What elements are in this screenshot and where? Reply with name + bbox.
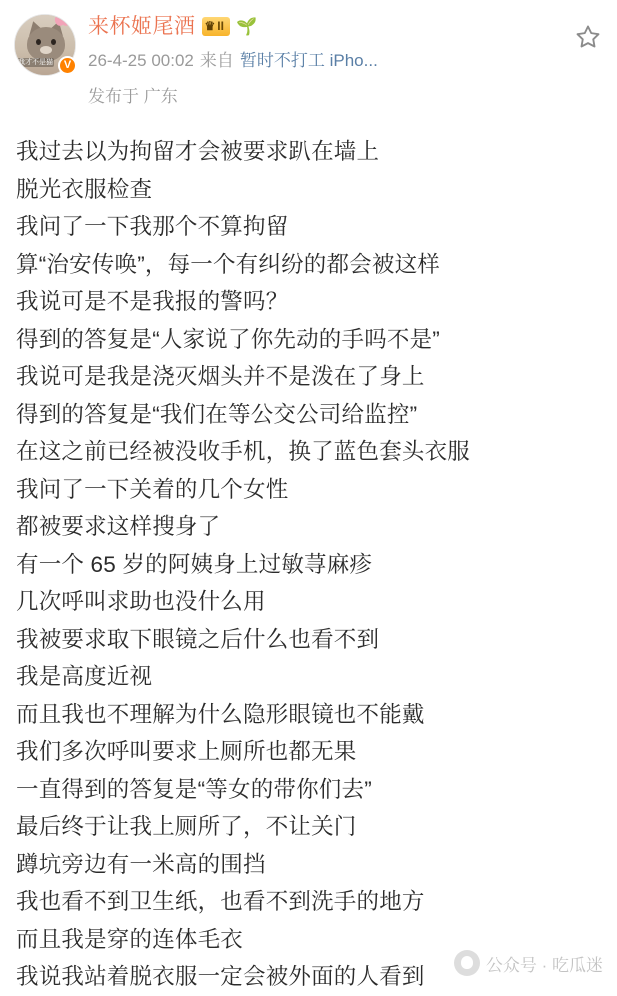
post-line: 我问了一下关着的几个女性 xyxy=(16,476,289,502)
post-timestamp: 26-4-25 00:02 xyxy=(88,51,194,70)
author-name[interactable]: 来杯姬尾酒 xyxy=(88,15,196,38)
watermark-text: 公众号 · 吃瓜迷 xyxy=(485,955,603,975)
post-line: 得到的答复是“人家说了你先动的手吗不是” xyxy=(16,326,440,352)
post-line: 我说我站着脱衣服一定会被外面的人看到 xyxy=(16,964,425,989)
verified-badge-icon[interactable]: V xyxy=(58,56,77,75)
post-meta xyxy=(88,12,603,107)
post-line: 而且我也不理解为什么隐形眼镜也不能戴 xyxy=(16,701,425,727)
post-line: 在这之前已经被没收手机，换了蓝色套头衣服 xyxy=(16,439,471,464)
post-line: 一直得到的答复是“等女的带你们去” xyxy=(16,776,372,802)
post-timestamp-row xyxy=(88,46,603,71)
post-line: 我说可是我是浇灭烟头并不是泼在了身上 xyxy=(16,364,425,389)
post-body xyxy=(0,107,617,996)
post-source-prefix: 来自 xyxy=(199,51,234,70)
post-line: 蹲坑旁边有一米高的围挡 xyxy=(16,851,266,877)
avatar-watermark-text: 我才不是猫 xyxy=(18,59,53,66)
cat-head-icon xyxy=(27,27,65,61)
cat-muzzle-icon xyxy=(40,46,52,54)
watermark xyxy=(454,950,603,976)
post-line: 而且我是穿的连体毛衣 xyxy=(16,926,244,952)
avatar[interactable] xyxy=(14,14,76,76)
post-line: 我说可是不是我报的警吗？ xyxy=(16,289,289,314)
post-line: 脱光衣服检查 xyxy=(16,176,153,202)
account-logo-icon xyxy=(454,950,480,976)
post-line: 有一个 65 岁的阿姨身上过敏荨麻疹 xyxy=(16,551,373,577)
post-line: 几次呼叫求助也没什么用 xyxy=(16,589,266,614)
post-region: 发布于 广东 xyxy=(88,87,178,106)
post-header xyxy=(0,0,617,107)
post-source-link[interactable]: 暂时不打工 iPho... xyxy=(239,51,378,70)
crown-icon: ♛ xyxy=(204,19,216,33)
vip-level-label: II xyxy=(217,19,224,33)
cat-eye-right-icon xyxy=(51,39,56,45)
post-line: 我被要求取下眼镜之后什么也看不到 xyxy=(16,626,380,652)
vip-level-badge[interactable] xyxy=(202,17,230,36)
sprout-badge-icon[interactable]: 🌱 xyxy=(235,17,258,36)
post-line: 我过去以为拘留才会被要求趴在墙上 xyxy=(16,139,380,164)
post-line: 最后终于让我上厕所了，不让关门 xyxy=(16,814,357,839)
post-line: 算“治安传唤”，每一个有纠纷的都会被这样 xyxy=(16,251,440,277)
post-line: 我也看不到卫生纸，也看不到洗手的地方 xyxy=(16,889,425,914)
cat-eye-left-icon xyxy=(36,39,41,45)
author-name-row xyxy=(88,16,603,37)
post-line: 我们多次呼叫要求上厕所也都无果 xyxy=(16,739,357,764)
bow-icon xyxy=(55,14,73,28)
post-line: 都被要求这样搜身了 xyxy=(16,514,221,539)
star-outline-icon[interactable] xyxy=(573,22,603,52)
post-line: 我问了一下我那个不算拘留 xyxy=(16,214,289,239)
post-line: 得到的答复是“我们在等公交公司给监控” xyxy=(16,401,418,427)
post-line: 我是高度近视 xyxy=(16,664,153,689)
